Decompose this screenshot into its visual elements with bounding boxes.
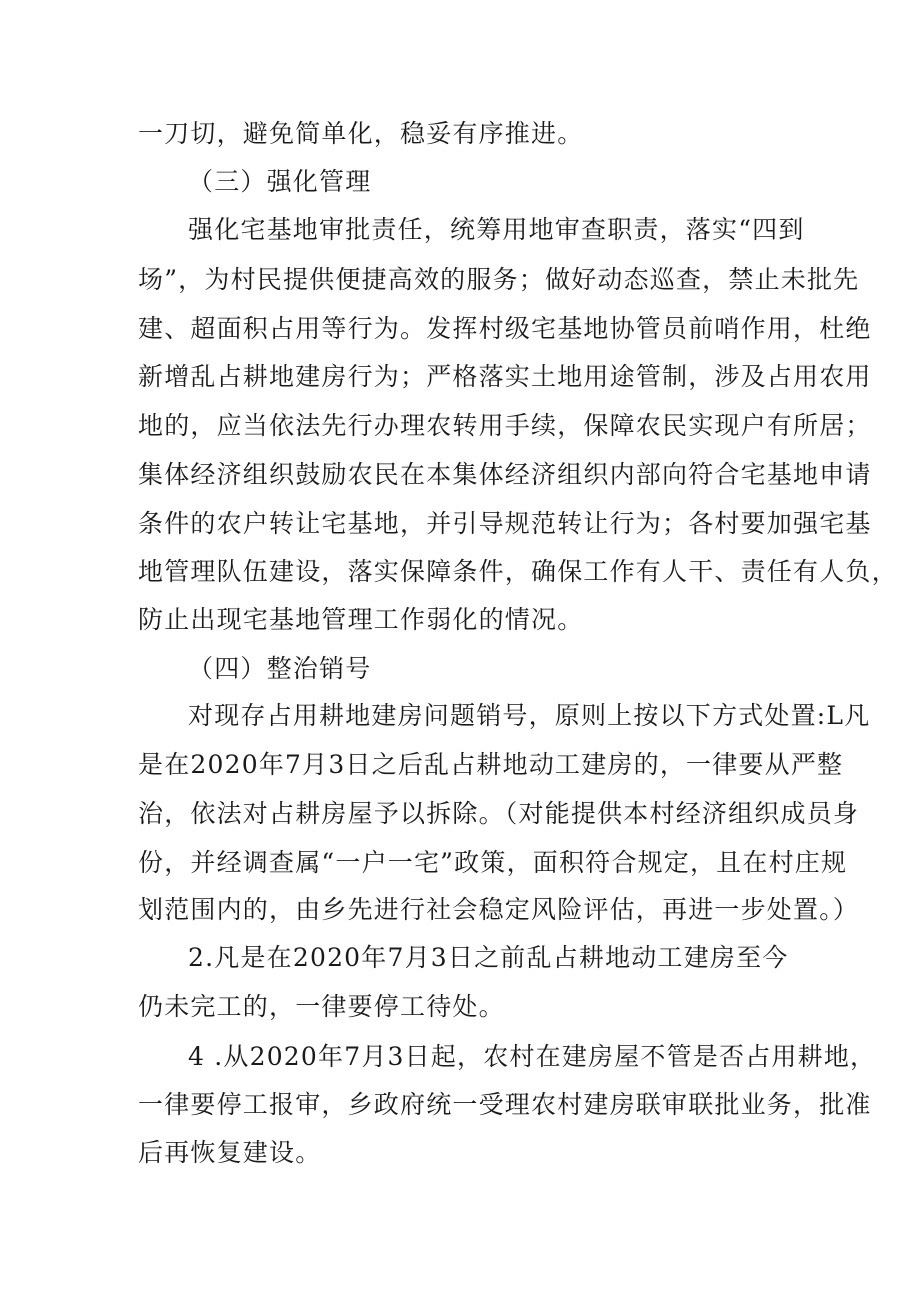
body-text-line: 强化宅基地审批责任，统筹用地审查职责，落实“四到: [188, 215, 805, 244]
list-item-2: 2.凡是在2020年7月3日之前乱占耕地动工建房至今: [188, 943, 789, 972]
body-text-line: 集体经济组织鼓励农民在本集体经济组织内部向符合宅基地申请: [138, 460, 872, 489]
body-text-line: 条件的农户转让宅基地，并引导规范转让行为；各村要加强宅基: [138, 509, 872, 538]
section-heading-3: （三）强化管理: [188, 167, 372, 196]
body-text-line: 是在2020年7月3日之后乱占耕地动工建房的，一律要从严整: [138, 750, 844, 779]
body-text-line: 新增乱占耕地建房行为；严格落实土地用途管制，涉及占用农用: [138, 362, 872, 391]
body-text-line: 对现存占用耕地建房问题销号，原则上按以下方式处置:L凡: [188, 701, 871, 730]
body-text-line: 地的，应当依法先行办理农转用手续，保障农民实现户有所居；: [138, 411, 872, 440]
body-text-line: 建、超面积占用等行为。发挥村级宅基地协管员前哨作用，杜绝: [138, 314, 872, 343]
body-text-line: 场”，为村民提供便捷高效的服务；做好动态巡查，禁止未批先: [138, 265, 860, 294]
body-text-line: 一刀切，避免简单化，稳妥有序推进。: [138, 119, 584, 148]
body-text-line: 后再恢复建设。: [138, 1138, 322, 1167]
body-text-line: 份，并经调查属“一户一宅”政策，面积符合规定，且在村庄规: [138, 848, 848, 877]
body-text-line: 一律要停工报审，乡政府统一受理农村建房联审联批业务，批准: [138, 1090, 872, 1119]
body-text-line: 划范围内的，由乡先进行社会稳定风险评估，再进一步处置。）: [138, 895, 860, 924]
body-text-line: 防止出现宅基地管理工作弱化的情况。: [138, 605, 584, 634]
section-heading-4: （四）整治销号: [188, 654, 372, 683]
body-text-line: 治，依法对占耕房屋予以拆除。（对能提供本村经济组织成员身: [138, 799, 860, 828]
body-text-line: 地管理队伍建设，落实保障条件，确保工作有人干、责任有人负，: [138, 557, 898, 586]
body-text-line: 仍未完工的，一律要停工待处。: [138, 992, 505, 1021]
list-item-4: 4 .从2020年7月3日起，农村在建房屋不管是否占用耕地，: [188, 1042, 877, 1071]
